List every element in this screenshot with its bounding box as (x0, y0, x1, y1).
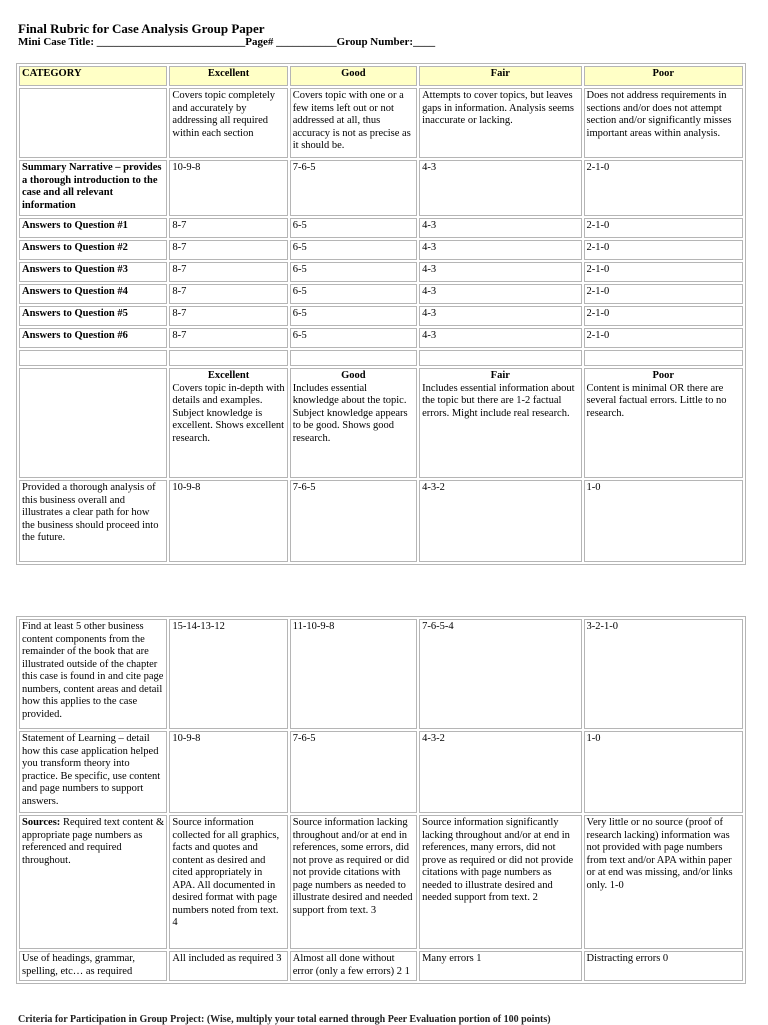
level-cell-fair: Fair Includes essential information about the topic but there are 1-2 factual errors. Might include real research. (419, 368, 581, 478)
document-header (18, 22, 435, 49)
category-cell: Find at least 5 other business content components from the remainder of the book that are illustrated outside of the chapter this case is found in and cite page numbers, content areas and detail how this applies to the case provided. (19, 619, 167, 729)
level-title: Fair (490, 370, 510, 381)
score-cell: 4-3 (419, 284, 581, 304)
descriptor-cell: Covers topic completely and accurately by addressing all required within each section (169, 88, 287, 158)
level-title: Poor (652, 370, 675, 381)
column-header-poor: Poor (584, 66, 743, 86)
question-row (19, 328, 743, 348)
question-row (19, 218, 743, 238)
score-cell: 2-1-0 (584, 306, 743, 326)
category-cell: Answers to Question #4 (19, 284, 167, 304)
score-cell: 1-0 (584, 480, 743, 562)
score-cell: 6-5 (290, 262, 417, 282)
analysis-row (19, 480, 743, 562)
column-header-excellent: Excellent (169, 66, 287, 86)
category-cell: Answers to Question #5 (19, 306, 167, 326)
column-header-good: Good (290, 66, 417, 86)
rubric-header-row (19, 66, 743, 86)
document-title: Final Rubric for Case Analysis Group Paper (18, 21, 265, 36)
score-cell: 7-6-5 (290, 160, 417, 216)
score-cell: 11-10-9-8 (290, 619, 417, 729)
level-cell-good: Good Includes essential knowledge about the topic. Subject knowledge appears to be good. Shows good research. (290, 368, 417, 478)
business-components-row (19, 619, 743, 729)
score-cell: 10-9-8 (169, 731, 287, 813)
level-title: Excellent (207, 370, 250, 381)
score-cell: 2-1-0 (584, 262, 743, 282)
category-cell: Answers to Question #3 (19, 262, 167, 282)
score-cell: 15-14-13-12 (169, 619, 287, 729)
score-cell: 4-3 (419, 328, 581, 348)
score-cell: Almost all done without error (only a few errors) 2 1 (290, 951, 417, 981)
level-cell-excellent: Excellent Covers topic in-depth with details and examples. Subject knowledge is excellent. Shows excellent research. (169, 368, 287, 478)
score-cell: 8-7 (169, 284, 287, 304)
score-cell: 6-5 (290, 218, 417, 238)
descriptor-cell (19, 88, 167, 158)
score-cell: 4-3-2 (419, 731, 581, 813)
level-description-row (19, 368, 743, 478)
score-cell: 8-7 (169, 262, 287, 282)
spacer-row (19, 350, 743, 366)
category-cell: Answers to Question #1 (19, 218, 167, 238)
score-cell: 8-7 (169, 240, 287, 260)
column-header-category: CATEGORY (19, 66, 167, 86)
question-row (19, 240, 743, 260)
score-cell: 10-9-8 (169, 480, 287, 562)
score-cell: 4-3 (419, 160, 581, 216)
category-bold-label: Sources: (22, 817, 61, 828)
score-cell: 10-9-8 (169, 160, 287, 216)
score-cell: All included as required 3 (169, 951, 287, 981)
level-title: Good (341, 370, 366, 381)
level-cell-poor: Poor Content is minimal OR there are several factual errors. Little to no research. (584, 368, 743, 478)
score-cell: 8-7 (169, 218, 287, 238)
score-cell: 4-3-2 (419, 480, 581, 562)
score-cell: 7-6-5 (290, 731, 417, 813)
descriptor-row (19, 88, 743, 158)
score-cell: 8-7 (169, 306, 287, 326)
column-header-fair: Fair (419, 66, 581, 86)
score-cell: 4-3 (419, 306, 581, 326)
descriptor-cell: Covers topic with one or a few items left out or not addressed at all, thus accuracy is not as precise as it should be. (290, 88, 417, 158)
score-cell: Many errors 1 (419, 951, 581, 981)
score-cell: 7-6-5 (290, 480, 417, 562)
category-cell: Statement of Learning – detail how this case application helped you transform theory into practice. Be specific, use content and page numbers to support answers. (19, 731, 167, 813)
rubric-table-continued (16, 616, 746, 984)
score-cell: 2-1-0 (584, 328, 743, 348)
category-cell: Answers to Question #2 (19, 240, 167, 260)
question-row (19, 284, 743, 304)
sources-row (19, 815, 743, 949)
category-cell: Provided a thorough analysis of this business overall and illustrates a clear path for how the business should proceed into the future. (19, 480, 167, 562)
category-cell: Sources: Required text content & appropriate page numbers as referenced and required throughout. (19, 815, 167, 949)
score-cell: 6-5 (290, 306, 417, 326)
summary-narrative-row (19, 160, 743, 216)
score-cell: 8-7 (169, 328, 287, 348)
score-cell: Source information lacking throughout and/or at end in references, some errors, did not prove as required or did not provide citations with page numbers as needed to illustrate desired and needed support from text. 3 (290, 815, 417, 949)
statement-of-learning-row (19, 731, 743, 813)
rubric-table-main (16, 63, 746, 565)
footer-text: Criteria for Participation in Group Project: (Wise, multiply your total earned through Peer Evaluation portion of 100 points) (18, 1014, 551, 1025)
score-cell: 2-1-0 (584, 160, 743, 216)
score-cell: Source information collected for all graphics, facts and quotes and content as desired and cited appropriately in APA. All documented in desired format with page numbers noted from text. 4 (169, 815, 287, 949)
score-cell: 1-0 (584, 731, 743, 813)
score-cell: 4-3 (419, 218, 581, 238)
score-cell: 4-3 (419, 262, 581, 282)
score-cell: 7-6-5-4 (419, 619, 581, 729)
score-cell: Very little or no source (proof of research lacking) information was not provided with page numbers from text and/or APA within paper or at end was missing, and/or links only. 1-0 (584, 815, 743, 949)
category-cell: Summary Narrative – provides a thorough introduction to the case and all relevant information (19, 160, 167, 216)
score-cell: 2-1-0 (584, 284, 743, 304)
category-cell: Answers to Question #6 (19, 328, 167, 348)
score-cell: 6-5 (290, 328, 417, 348)
score-cell: Source information significantly lacking throughout and/or at end in references, many errors, did not prove as required or did not provide citations with page numbers as needed to illustrate desired and needed support from text. 2 (419, 815, 581, 949)
category-cell: Use of headings, grammar, spelling, etc… as required (19, 951, 167, 981)
mini-case-title-line: Mini Case Title: ___________________________Page# ___________Group Number:____ (18, 36, 436, 48)
score-cell: 4-3 (419, 240, 581, 260)
score-cell: 2-1-0 (584, 240, 743, 260)
score-cell: Distracting errors 0 (584, 951, 743, 981)
descriptor-cell: Attempts to cover topics, but leaves gaps in information. Analysis seems inaccurate or lacking. (419, 88, 581, 158)
question-row (19, 306, 743, 326)
score-cell: 2-1-0 (584, 218, 743, 238)
score-cell: 6-5 (290, 284, 417, 304)
grammar-row (19, 951, 743, 981)
descriptor-cell: Does not address requirements in sections and/or does not attempt section and/or significantly misses important areas within analysis. (584, 88, 743, 158)
score-cell: 3-2-1-0 (584, 619, 743, 729)
question-row (19, 262, 743, 282)
score-cell: 6-5 (290, 240, 417, 260)
